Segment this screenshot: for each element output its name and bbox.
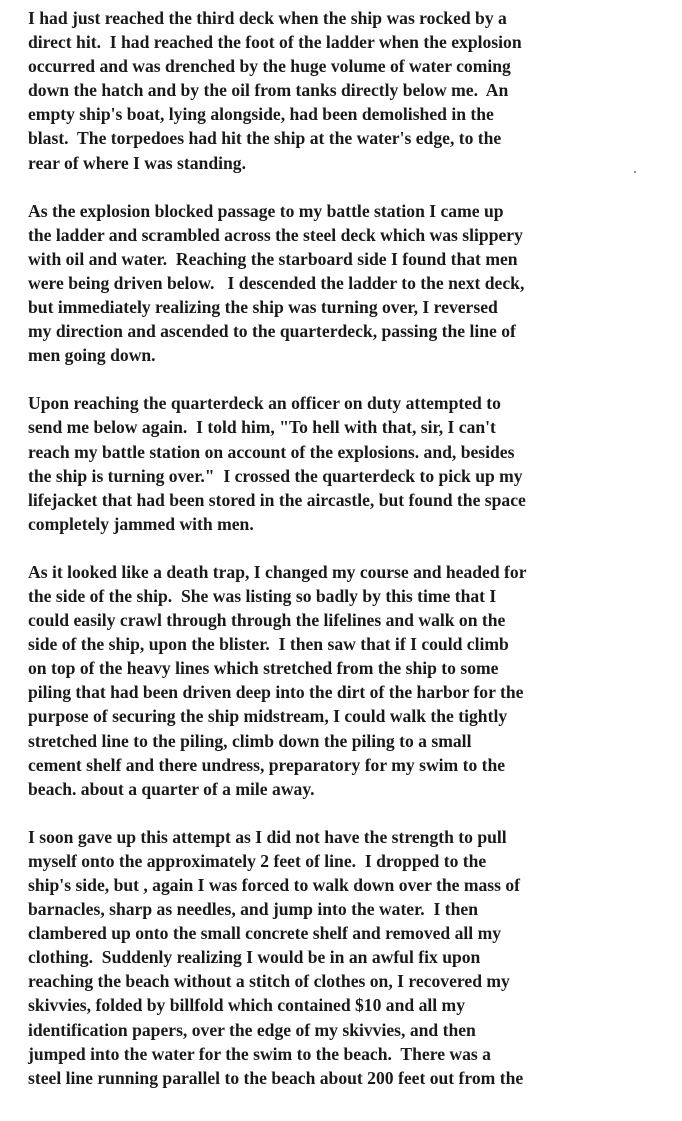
text-line: the ship is turning over." I crossed the quarterdeck to pick up my <box>28 465 523 486</box>
text-line: beach. about a quarter of a mile away. <box>28 778 315 799</box>
text-line: direct hit. I had reached the foot of the ladder when the explosion <box>28 32 522 53</box>
text-line: I had just reached the third deck when the ship was rocked by a <box>28 8 507 28</box>
paragraph-5 <box>28 825 658 1090</box>
text-line: lifejacket that had been stored in the aircastle, but found the space <box>28 489 526 510</box>
text-line: skivvies, folded by billfold which contained $10 and all my <box>28 995 465 1016</box>
text-line: clothing. Suddenly realizing I would be in an awful fix upon <box>28 947 481 968</box>
text-line: jumped into the water for the swim to the beach. There was a <box>28 1043 491 1064</box>
text-line: side of the ship, upon the blister. I then saw that if I could climb <box>28 634 509 655</box>
body-text <box>28 6 658 1114</box>
text-line: blast. The torpedoes had hit the ship at the water's edge, to the <box>28 128 502 149</box>
text-line: my direction and ascended to the quarterdeck, passing the line of <box>28 321 516 342</box>
text-line: ship's side, but , again I was forced to walk down over the mass of <box>28 875 521 895</box>
text-line: myself onto the approximately 2 feet of line. I dropped to the <box>28 850 487 871</box>
scan-speck <box>634 171 636 173</box>
text-line: empty ship's boat, lying alongside, had been demolished in the <box>28 104 494 125</box>
text-line: with oil and water. Reaching the starboard side I found that men <box>28 248 518 269</box>
text-line: barnacles, sharp as needles, and jump into the water. I then <box>28 899 478 920</box>
text-line: completely jammed with men. <box>28 513 254 534</box>
text-line: purpose of securing the ship midstream, I could walk the tightly <box>28 706 508 727</box>
text-line: As it looked like a death trap, I changed my course and headed for <box>28 561 527 582</box>
text-line: cement shelf and there undress, preparatory for my swim to the <box>28 754 506 775</box>
text-line: reach my battle station on account of the explosions. and, besides <box>28 441 515 462</box>
text-line: As the explosion blocked passage to my battle station I came up <box>28 200 504 221</box>
text-line: could easily crawl through through the lifelines and walk on the <box>28 610 506 631</box>
text-line: piling that had been driven deep into the dirt of the harbor for the <box>28 682 524 703</box>
text-line: men going down. <box>28 345 156 366</box>
text-line: the side of the ship. She was listing so badly by this time that I <box>28 585 497 606</box>
text-line: stretched line to the piling, climb down the piling to a small <box>28 730 472 751</box>
text-line: but immediately realizing the ship was turning over, I reversed <box>28 297 498 318</box>
text-line: steel line running parallel to the beach about 200 feet out from the <box>28 1067 524 1088</box>
text-line: were being driven below. I descended the ladder to the next deck, <box>28 272 525 293</box>
text-line: the ladder and scrambled across the steel deck which was slippery <box>28 224 523 245</box>
text-line: down the hatch and by the oil from tanks directly below me. An <box>28 80 509 101</box>
text-line: I soon gave up this attempt as I did not have the strength to pull <box>28 826 507 847</box>
paragraph-4 <box>28 560 658 801</box>
text-line: clambered up onto the small concrete shelf and removed all my <box>28 923 502 944</box>
text-line: reaching the beach without a stitch of clothes on, I recovered my <box>28 971 510 992</box>
text-line: send me below again. I told him, "To hell with that, sir, I can't <box>28 417 496 438</box>
paragraph-3 <box>28 391 658 536</box>
text-line: occurred and was drenched by the huge volume of water coming <box>28 56 511 77</box>
text-line: rear of where I was standing. <box>28 152 246 173</box>
text-line: on top of the heavy lines which stretched from the ship to some <box>28 658 499 679</box>
text-line: identification papers, over the edge of my skivvies, and then <box>28 1019 476 1040</box>
paragraph-1 <box>28 6 658 175</box>
text-line: Upon reaching the quarterdeck an officer on duty attempted to <box>28 393 501 414</box>
paragraph-2 <box>28 199 658 368</box>
